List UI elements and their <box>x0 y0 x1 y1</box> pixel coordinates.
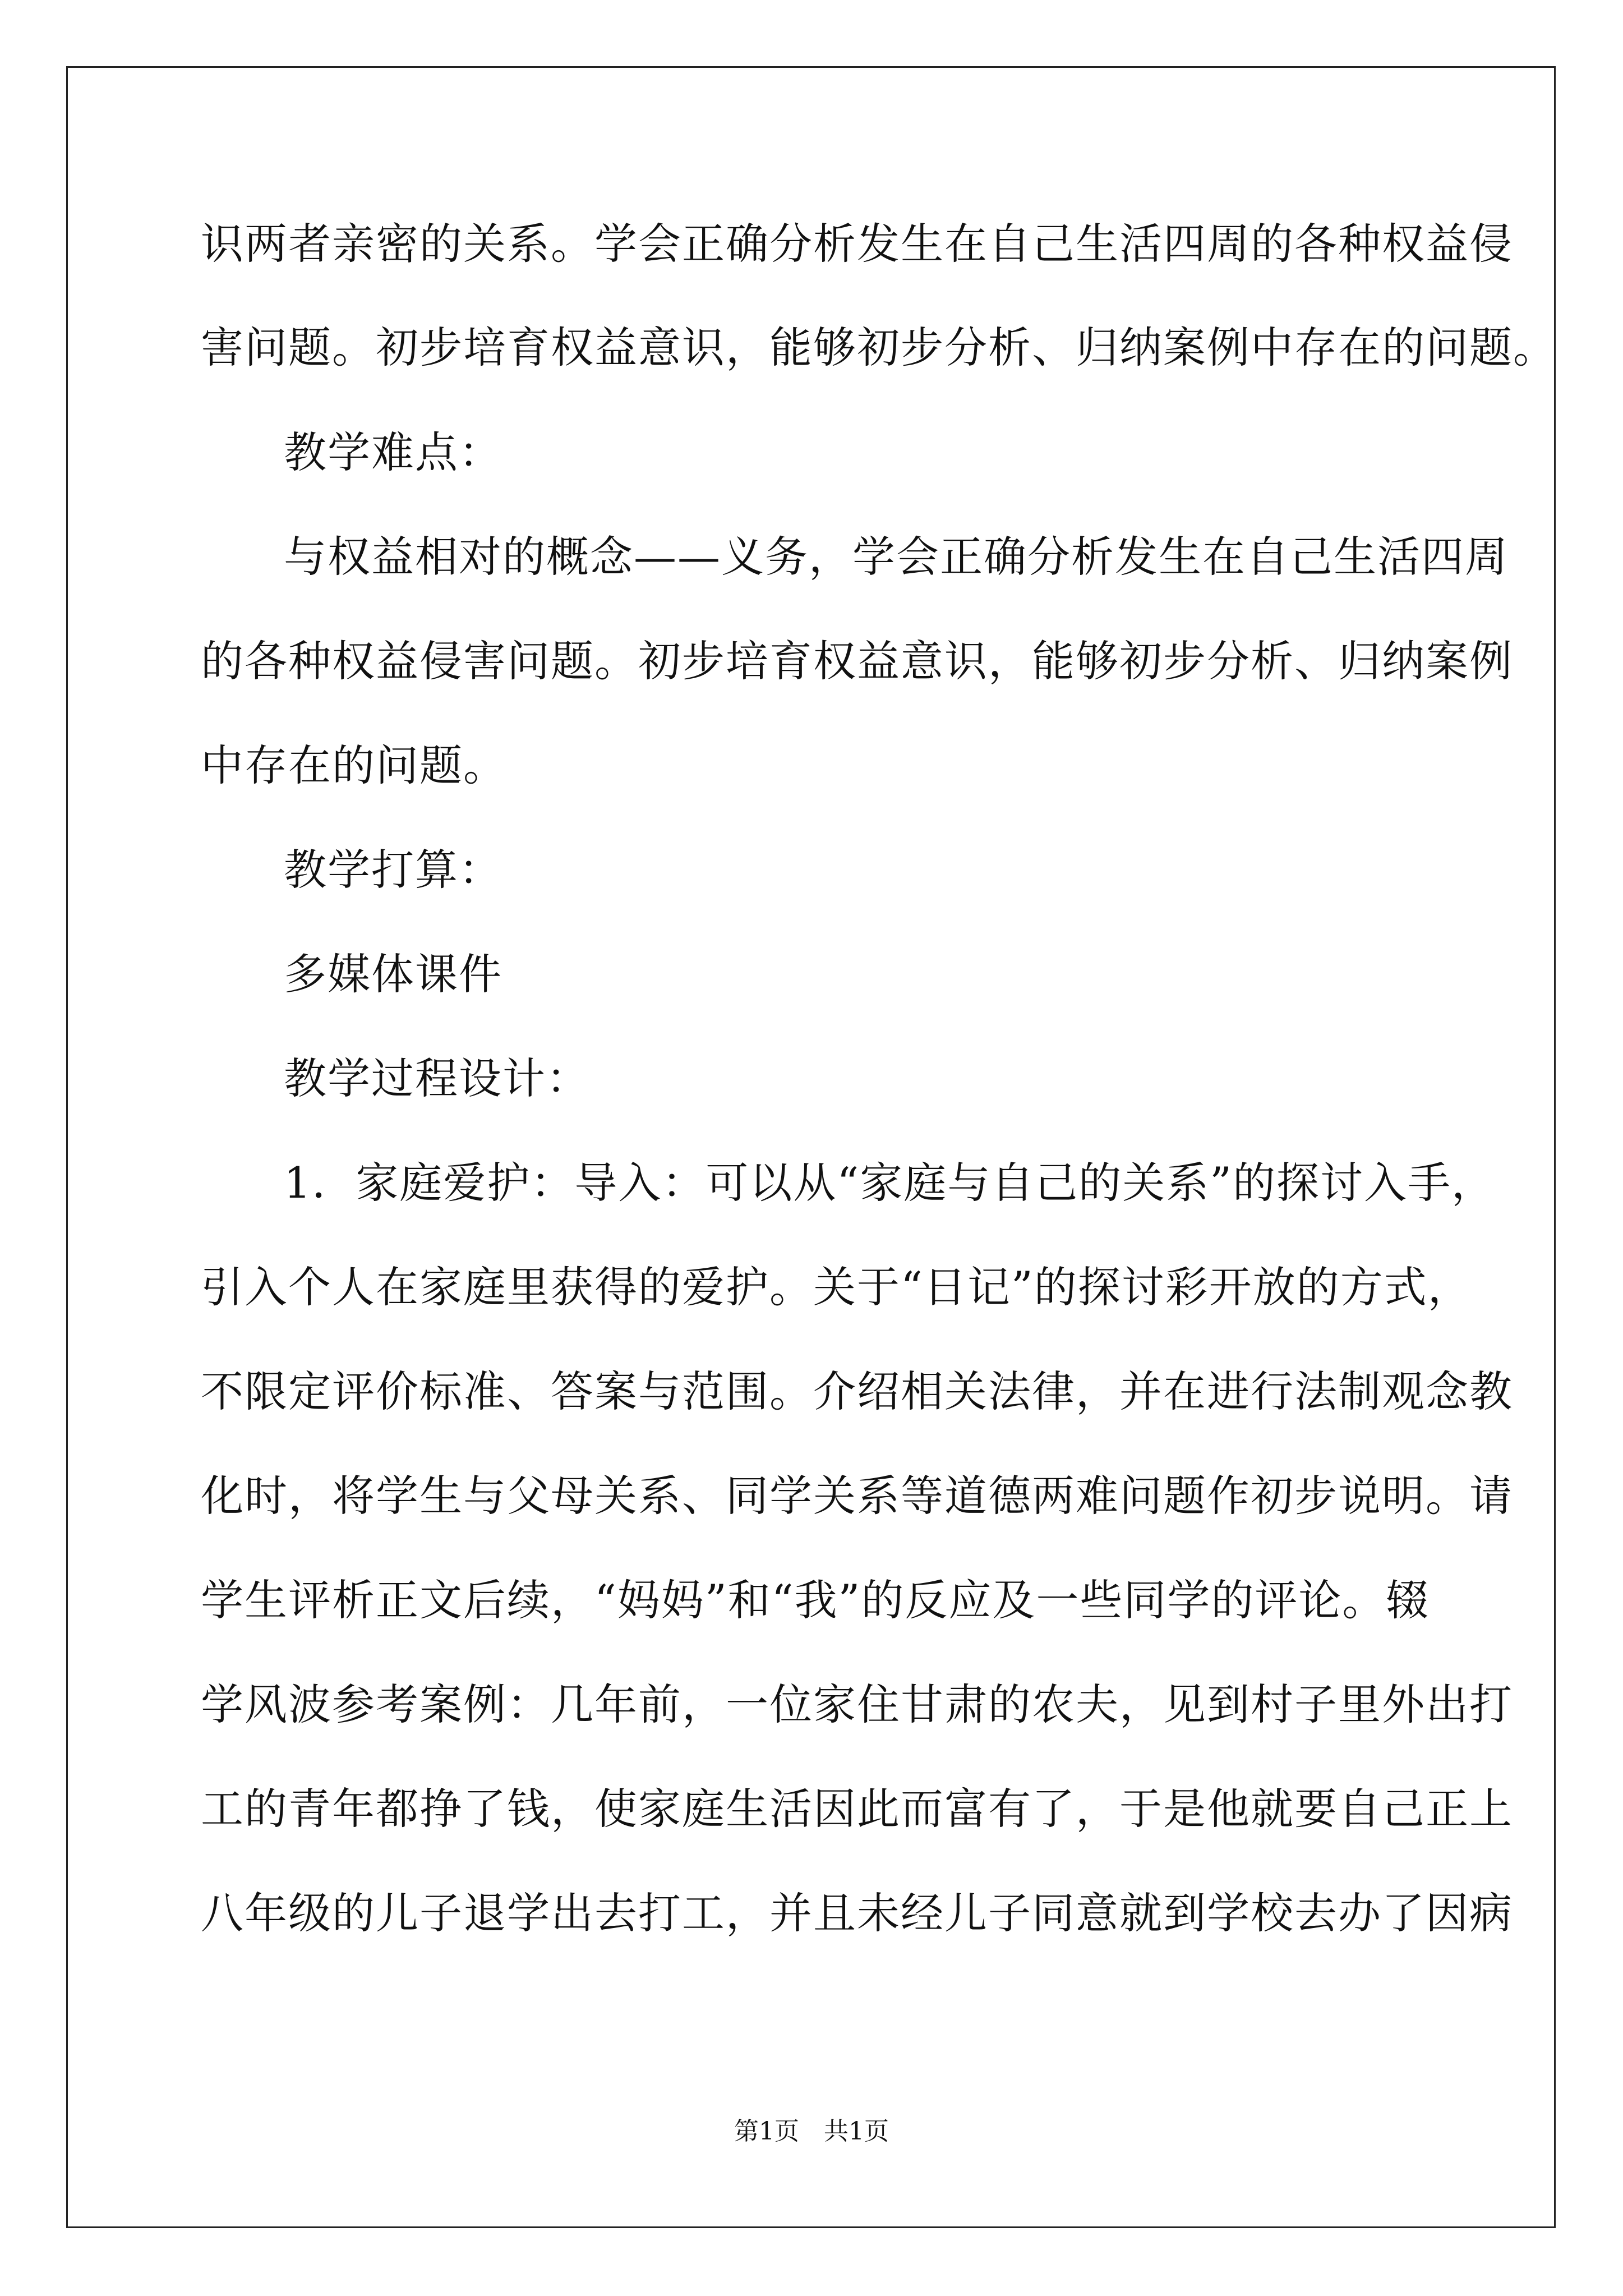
text-line: 害问题。初步培育权益意识，能够初步分析、归纳案例中存在的问题。 <box>201 323 1557 372</box>
text-line: 引入个人在家庭里获得的爱护。关于“日记”的探讨彩开放的方式， <box>201 1262 1472 1312</box>
text-line: 与权益相对的概念——义务，学会正确分析发生在自己生活四周 <box>284 532 1509 582</box>
text-line: 1．家庭爱护：导入：可以从“家庭与自己的关系”的探讨入手， <box>284 1158 1496 1208</box>
text-line: 学生评析正文后续，“妈妈”和“我”的反应及一些同学的评论。辍 <box>201 1575 1430 1625</box>
text-line: 工的青年都挣了钱，使家庭生活因此而富有了，于是他就要自己正上 <box>201 1784 1513 1834</box>
section-heading: 教学打算： <box>284 845 502 895</box>
text-line: 化时，将学生与父母关系、同学关系等道德两难问题作初步说明。请 <box>201 1471 1513 1521</box>
text-line: 不限定评价标准、答案与范围。介绍相关法律，并在进行法制观念教 <box>201 1366 1513 1416</box>
section-heading: 教学过程设计： <box>284 1053 590 1103</box>
section-heading: 教学难点： <box>284 427 502 477</box>
text-line: 的各种权益侵害问题。初步培育权益意识，能够初步分析、归纳案例 <box>201 636 1513 686</box>
text-line: 多媒体课件 <box>284 949 502 999</box>
text-line: 中存在的问题。 <box>201 740 507 790</box>
text-line: 识两者亲密的关系。学会正确分析发生在自己生活四周的各种权益侵 <box>201 219 1513 269</box>
page-footer: 第1页 共1页 <box>734 2117 889 2146</box>
text-line: 八年级的儿子退学出去打工，并且未经儿子同意就到学校去办了因病 <box>201 1888 1513 1938</box>
text-line: 学风波参考案例：几年前，一位家住甘肃的农夫，见到村子里外出打 <box>201 1680 1513 1729</box>
